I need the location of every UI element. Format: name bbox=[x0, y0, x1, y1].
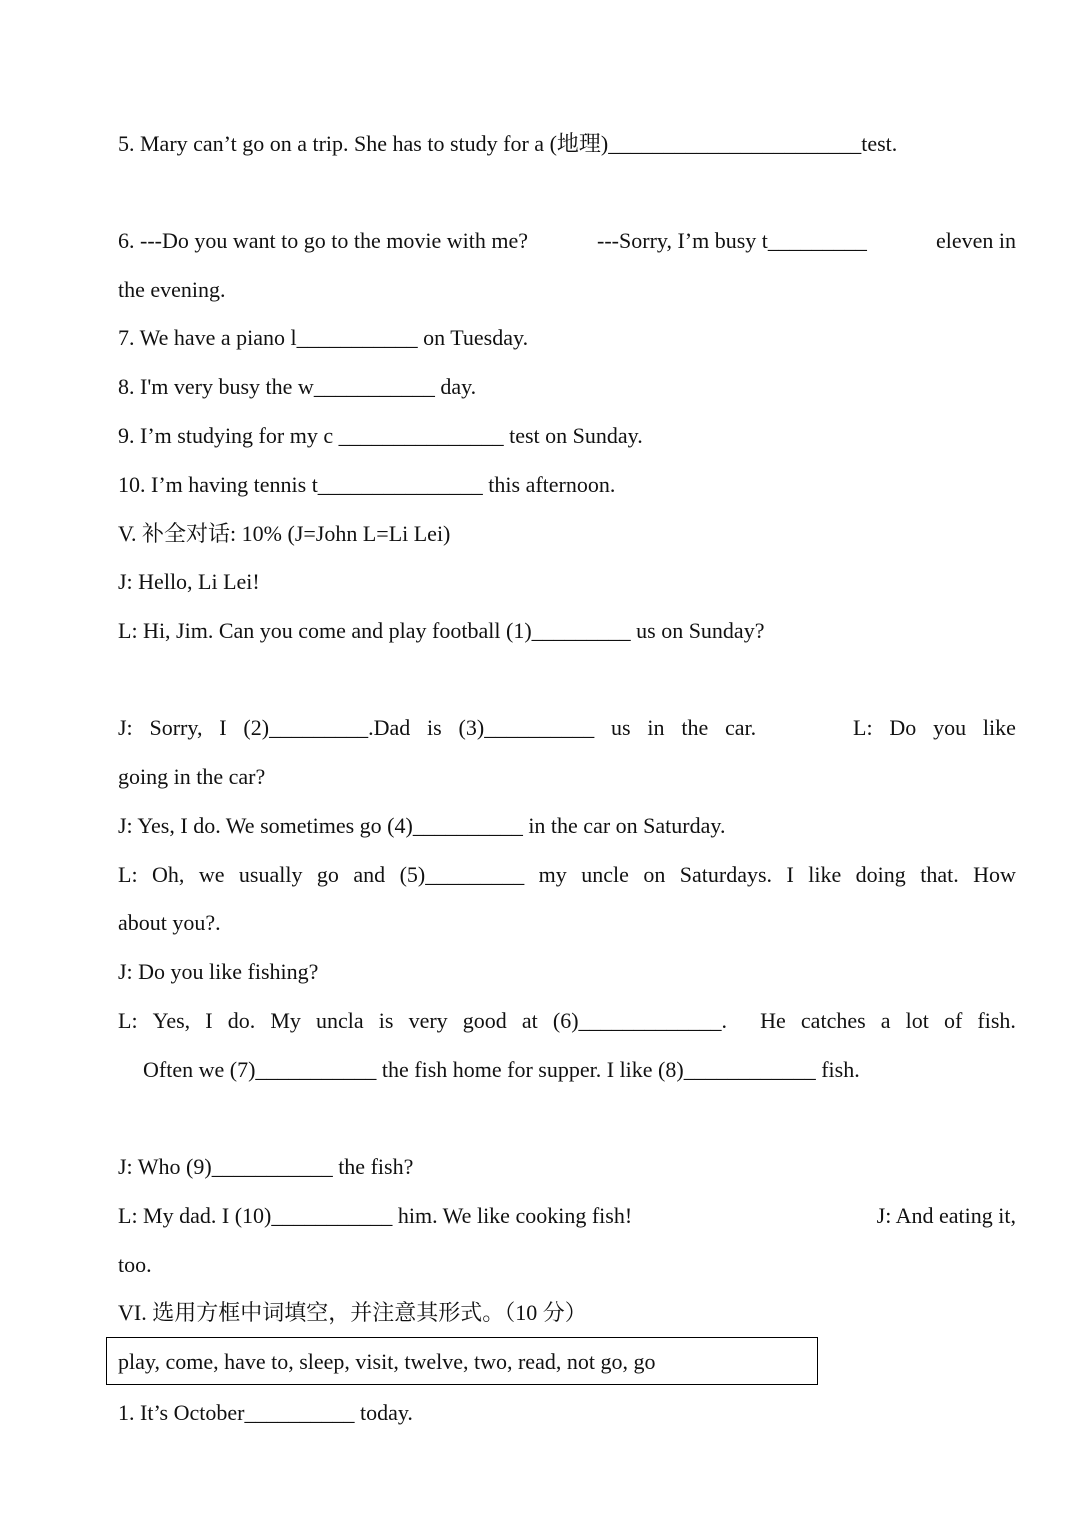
word: like bbox=[808, 862, 842, 887]
word: car. bbox=[725, 715, 757, 740]
word: a bbox=[880, 1008, 891, 1033]
question-6-part: 6. ---Do you want to go to the movie with me? bbox=[118, 228, 528, 253]
word: I bbox=[786, 862, 794, 887]
word: you bbox=[933, 715, 967, 740]
word: uncla bbox=[316, 1008, 364, 1033]
word: I bbox=[219, 715, 227, 740]
word: My bbox=[270, 1008, 301, 1033]
word: my bbox=[538, 862, 567, 887]
vi-question-1: 1. It’s October__________ today. bbox=[118, 1400, 413, 1425]
word: at bbox=[521, 1008, 538, 1033]
word: like bbox=[982, 715, 1016, 740]
word: He bbox=[760, 1008, 786, 1033]
word: on bbox=[643, 862, 666, 887]
dialogue-line-6: J: Do you like fishing? bbox=[118, 959, 319, 984]
word: of bbox=[943, 1008, 963, 1033]
word: usually bbox=[238, 862, 303, 887]
word: J: bbox=[118, 715, 133, 740]
word: catches bbox=[800, 1008, 866, 1033]
word: and bbox=[353, 862, 386, 887]
word: we bbox=[198, 862, 225, 887]
word: in bbox=[647, 715, 665, 740]
word: fish. bbox=[977, 1008, 1016, 1033]
word: the bbox=[681, 715, 709, 740]
word-bank-box bbox=[106, 1337, 818, 1385]
section-vi-heading: VI. 选用方框中词填空，并注意其形式。（10 分） bbox=[118, 1300, 587, 1325]
question-6-part: eleven in bbox=[935, 228, 1016, 253]
question-6-line-2: the evening. bbox=[118, 277, 226, 302]
dialogue-line-4: J: Yes, I do. We sometimes go (4)__________ in the car on Saturday. bbox=[118, 813, 726, 838]
dialogue-line-1: J: Hello, Li Lei! bbox=[118, 569, 260, 594]
dialogue-line-2: L: Hi, Jim. Can you come and play football (1)_________ us on Sunday? bbox=[118, 618, 765, 643]
question-9: 9. I’m studying for my c _______________ test on Sunday. bbox=[118, 423, 643, 448]
question-6-part: ---Sorry, I’m busy t_________ bbox=[597, 228, 867, 253]
word: is bbox=[378, 1008, 394, 1033]
word: us bbox=[611, 715, 631, 740]
dialogue-line-5-cont: about you?. bbox=[118, 910, 221, 935]
dialogue-line-7-cont: Often we (7)___________ the fish home for supper. I like (8)____________ fish. bbox=[143, 1057, 860, 1082]
word: good bbox=[462, 1008, 507, 1033]
section-v-heading: V. 补全对话: 10% (J=John L=Li Lei) bbox=[118, 521, 451, 546]
word: Saturdays. bbox=[679, 862, 773, 887]
dialogue-line-3 bbox=[118, 714, 1016, 742]
word: L: bbox=[118, 1008, 138, 1033]
question-10: 10. I’m having tennis t_______________ this afternoon. bbox=[118, 472, 616, 497]
word: is bbox=[427, 715, 442, 740]
word: (5)_________ bbox=[399, 862, 525, 887]
word: I bbox=[205, 1008, 213, 1033]
word: lot bbox=[905, 1008, 929, 1033]
word: that. bbox=[920, 862, 959, 887]
question-6-line-1 bbox=[118, 227, 1016, 255]
word: (3)__________ bbox=[458, 715, 595, 740]
word: Yes, bbox=[152, 1008, 191, 1033]
question-5: 5. Mary can’t go on a trip. She has to study for a (地理)_______________________test. bbox=[118, 131, 898, 156]
word: doing bbox=[855, 862, 906, 887]
word: L: bbox=[118, 862, 138, 887]
word: How bbox=[973, 862, 1016, 887]
dialogue-line-8: J: Who (9)___________ the fish? bbox=[118, 1154, 414, 1179]
word: (6)_____________. bbox=[552, 1008, 728, 1033]
dialogue-line-5 bbox=[118, 861, 1016, 889]
dialogue-line-7 bbox=[118, 1007, 1016, 1035]
word: do. bbox=[227, 1008, 256, 1033]
question-7: 7. We have a piano l___________ on Tuesday. bbox=[118, 325, 529, 350]
word: Oh, bbox=[152, 862, 185, 887]
word: uncle bbox=[581, 862, 629, 887]
dialogue-line-9 bbox=[118, 1202, 1016, 1230]
word: very bbox=[408, 1008, 448, 1033]
dialogue-part: J: And eating it, bbox=[876, 1203, 1016, 1228]
question-8: 8. I'm very busy the w___________ day. bbox=[118, 374, 477, 399]
dialogue-part: L: My dad. I (10)___________ him. We like cooking fish! bbox=[118, 1203, 633, 1228]
word: L: bbox=[853, 715, 873, 740]
dialogue-line-9-cont: too. bbox=[118, 1252, 152, 1277]
word: (2)_________.Dad bbox=[243, 715, 411, 740]
dialogue-line-3-cont: going in the car? bbox=[118, 764, 266, 789]
word: Sorry, bbox=[149, 715, 203, 740]
word: go bbox=[316, 862, 339, 887]
word: Do bbox=[889, 715, 917, 740]
word-bank-text: play, come, have to, sleep, visit, twelve, two, read, not go, go bbox=[118, 1349, 656, 1374]
